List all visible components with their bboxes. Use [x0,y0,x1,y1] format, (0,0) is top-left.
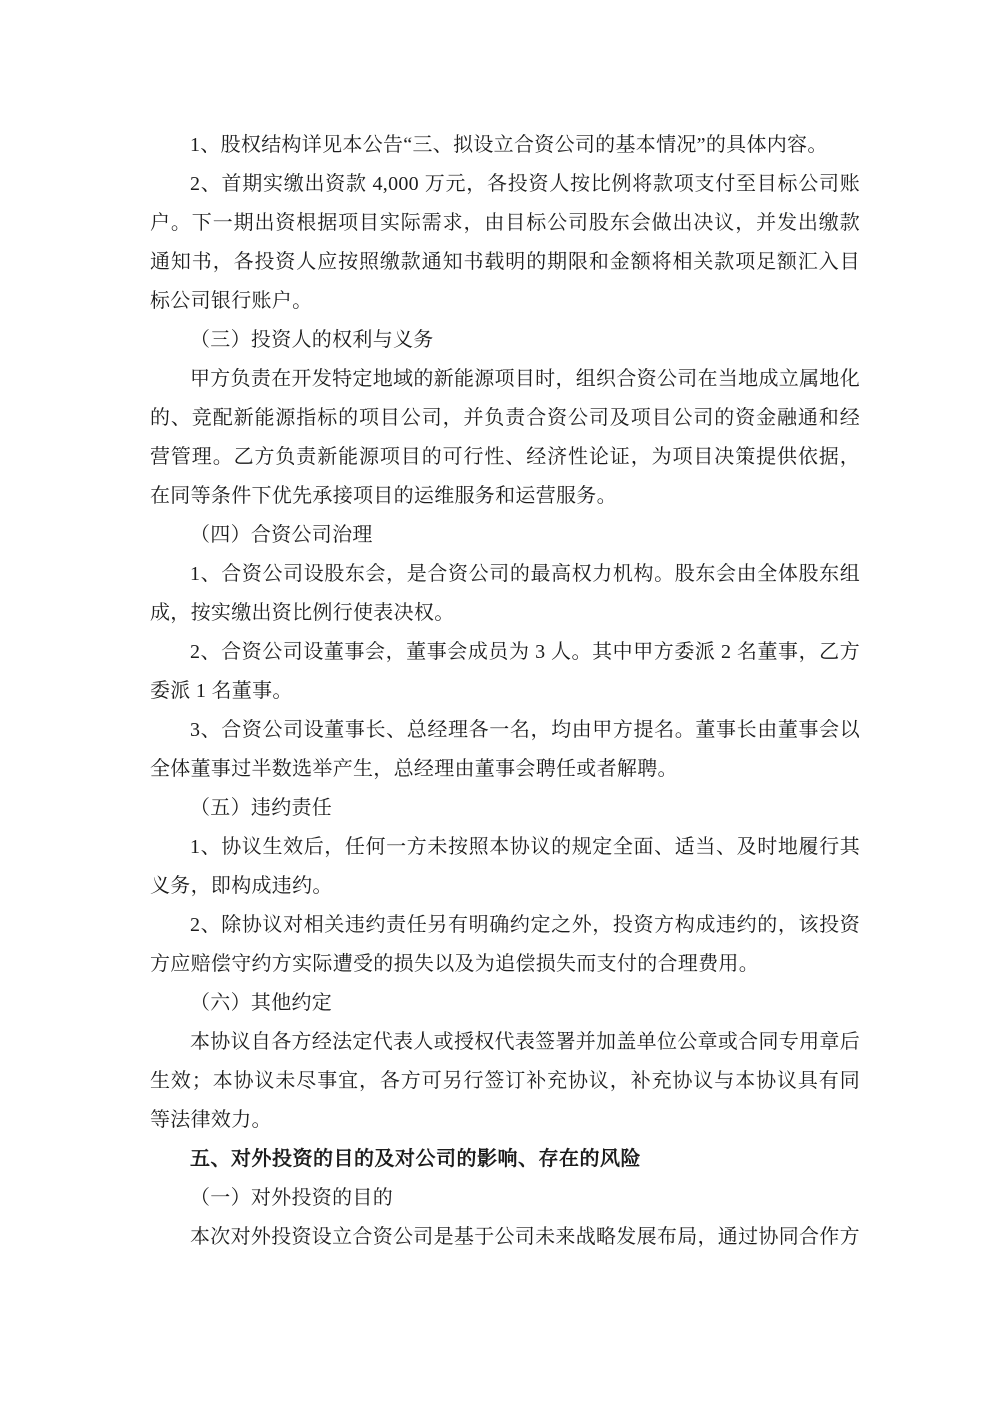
paragraph: （一）对外投资的目的 [190,1187,393,1209]
section-heading: 五、对外投资的目的及对公司的影响、存在的风险 [190,1148,641,1170]
paragraph: 2、除协议对相关违约责任另有明确约定之外，投资方构成违约的，该投资方应赔偿守约方实际遭受的损失以及为追偿损失而支付的合理费用。 [150,914,860,975]
paragraph: 本次对外投资设立合资公司是基于公司未来战略发展布局，通过协同合作方 [190,1226,860,1248]
paragraph: 本协议自各方经法定代表人或授权代表签署并加盖单位公章或合同专用章后生效；本协议未尽事宜，各方可另行签订补充协议，补充协议与本协议具有同等法律效力。 [150,1031,860,1131]
paragraph: 2、合资公司设董事会，董事会成员为 3 人。其中甲方委派 2 名董事，乙方委派 1 名董事。 [150,641,860,702]
paragraph: （五）违约责任 [190,797,333,819]
paragraph: 1、协议生效后，任何一方未按照本协议的规定全面、适当、及时地履行其义务，即构成违约。 [150,836,860,897]
paragraph: 1、合资公司设股东会，是合资公司的最高权力机构。股东会由全体股东组成，按实缴出资比例行使表决权。 [150,563,860,624]
document-body [150,126,860,1257]
paragraph: （四）合资公司治理 [190,524,373,546]
paragraph: 2、首期实缴出资款 4,000 万元，各投资人按比例将款项支付至目标公司账户。下一期出资根据项目实际需求，由目标公司股东会做出决议，并发出缴款通知书，各投资人应按照缴款通知书载明的期限和金额将相关款项足额汇入目标公司银行账户。 [150,173,860,312]
paragraph: 3、合资公司设董事长、总经理各一名，均由甲方提名。董事长由董事会以全体董事过半数选举产生，总经理由董事会聘任或者解聘。 [150,719,860,780]
paragraph: （三）投资人的权利与义务 [190,329,434,351]
paragraph: （六）其他约定 [190,992,333,1014]
paragraph: 甲方负责在开发特定地域的新能源项目时，组织合资公司在当地成立属地化的、竞配新能源指标的项目公司，并负责合资公司及项目公司的资金融通和经营管理。乙方负责新能源项目的可行性、经济性论证，为项目决策提供依据，在同等条件下优先承接项目的运维服务和运营服务。 [150,368,860,507]
paragraph: 1、股权结构详见本公告“三、拟设立合资公司的基本情况”的具体内容。 [190,134,828,156]
